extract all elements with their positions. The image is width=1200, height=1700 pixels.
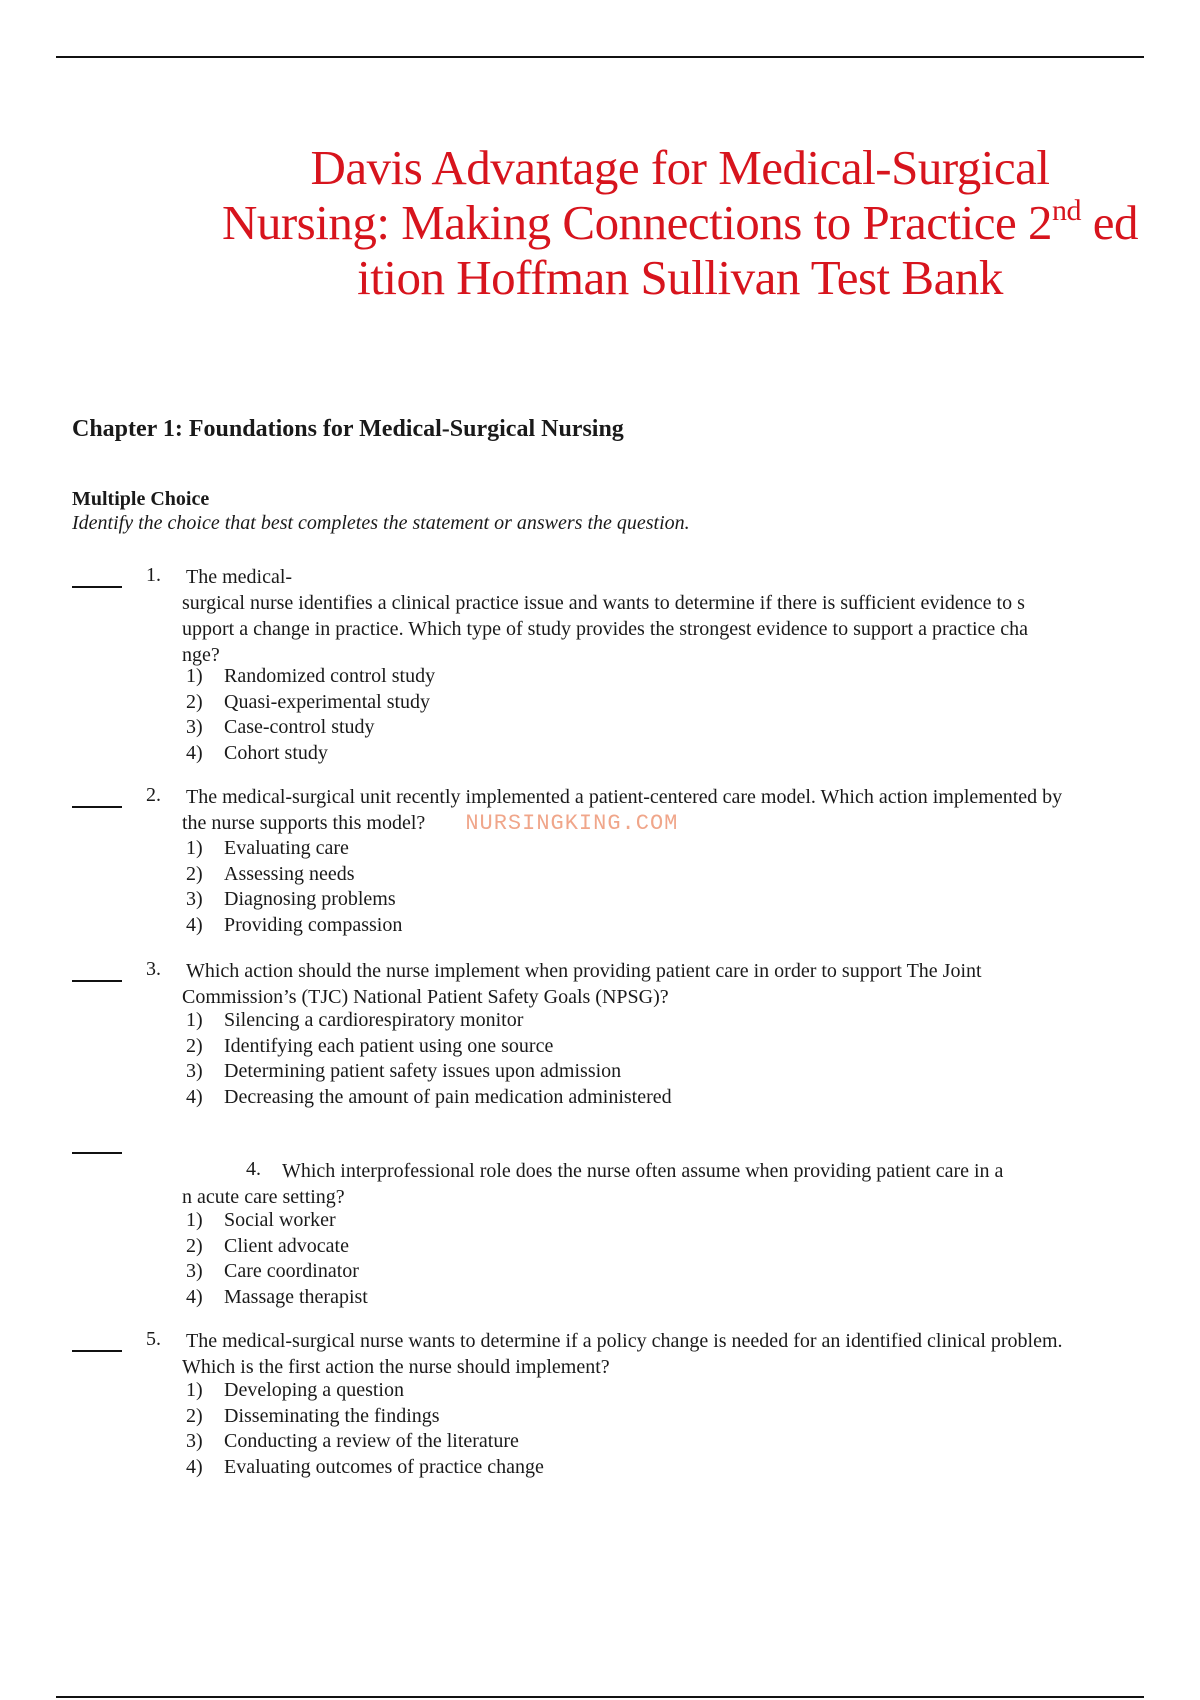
option-text: Social worker [224, 1209, 336, 1231]
option-text: Silencing a cardiorespiratory monitor [224, 1009, 524, 1031]
answer-blank[interactable] [72, 980, 122, 982]
title-superscript: nd [1052, 194, 1082, 227]
option-number: 4) [186, 1085, 203, 1108]
section-instructions: Identify the choice that best completes the statement or answers the question. [72, 512, 690, 534]
option [182, 1085, 672, 1111]
title-line-2-main: Nursing: Making Connections to Practice 2 [221, 195, 1053, 250]
stem-line: Commission’s (TJC) National Patient Safety Goals (NPSG)? [182, 986, 669, 1008]
option [182, 1404, 544, 1430]
stem-line: Which interprofessional role does the nurse often assume when providing patient care in a [282, 1160, 1004, 1182]
option [182, 1059, 672, 1085]
option-text: Randomized control study [224, 665, 436, 687]
stem-line: surgical nurse identifies a clinical practice issue and wants to determine if there is sufficient evidence to s [182, 592, 1025, 614]
options-list [182, 1208, 368, 1310]
option-number: 1) [186, 1379, 203, 1401]
document-title [140, 140, 1200, 305]
option-number: 1) [186, 665, 203, 687]
stem-line: The medical-surgical nurse wants to determine if a policy change is needed for an identified clinical problem. [186, 1330, 1063, 1352]
option [182, 1208, 368, 1234]
option-text: Care coordinator [224, 1260, 359, 1282]
option [182, 664, 435, 690]
question-stem [182, 958, 1142, 1010]
section-heading: Multiple Choice [72, 488, 210, 510]
options-list [182, 836, 402, 938]
question-stem [182, 784, 1142, 837]
title-line-2 [140, 195, 1200, 250]
option-number: 2) [186, 862, 203, 885]
option-text: Providing compassion [224, 913, 403, 936]
option [182, 836, 402, 862]
option-number: 1) [186, 1209, 203, 1231]
option-number: 1) [186, 837, 203, 859]
option-text: Evaluating outcomes of practice change [224, 1455, 544, 1478]
stem-line: The medical- [186, 566, 293, 588]
stem-line: upport a change in practice. Which type of study provides the strongest evidence to support a practice cha [182, 618, 1029, 640]
stem-line: nge? [182, 644, 220, 666]
watermark: NURSINGKING.COM [465, 811, 679, 836]
option-number: 2) [186, 1404, 203, 1427]
option-text: Evaluating care [224, 837, 349, 859]
stem-line: Which is the first action the nurse should implement? [182, 1356, 610, 1378]
stem-line [182, 810, 1142, 837]
option-text: Massage therapist [224, 1285, 368, 1308]
option-number: 2) [186, 1034, 203, 1057]
stem-line-text: the nurse supports this model? [182, 812, 426, 834]
option-number: 3) [186, 888, 203, 910]
option-text: Disseminating the findings [224, 1404, 440, 1427]
question-stem [182, 1328, 1142, 1380]
bottom-rule [56, 1696, 1144, 1698]
options-list [182, 1378, 544, 1480]
question-number: 4. [246, 1158, 261, 1180]
option-number: 4) [186, 1285, 203, 1308]
question-stem [182, 564, 1142, 668]
answer-blank[interactable] [72, 1350, 122, 1352]
option-number: 3) [186, 1260, 203, 1282]
option [182, 741, 435, 767]
option [182, 1429, 544, 1455]
answer-blank[interactable] [72, 586, 122, 588]
option-text: Case-control study [224, 716, 375, 738]
option [182, 1378, 544, 1404]
option-text: Diagnosing problems [224, 888, 396, 910]
option [182, 1285, 368, 1311]
option-number: 4) [186, 913, 203, 936]
options-list [182, 664, 435, 766]
title-line-1: Davis Advantage for Medical-Surgical [310, 140, 1050, 195]
option-number: 2) [186, 690, 203, 713]
option-text: Assessing needs [224, 862, 355, 885]
option-text: Client advocate [224, 1234, 349, 1257]
option-number: 4) [186, 741, 203, 764]
answer-blank[interactable] [72, 806, 122, 808]
option-number: 1) [186, 1009, 203, 1031]
option-number: 3) [186, 1060, 203, 1082]
option [182, 1455, 544, 1481]
option-number: 4) [186, 1455, 203, 1478]
option-text: Cohort study [224, 741, 328, 764]
title-line-2-tail: ed [1081, 195, 1139, 250]
option [182, 690, 435, 716]
option [182, 1234, 368, 1260]
option [182, 1259, 368, 1285]
chapter-heading: Chapter 1: Foundations for Medical-Surgical Nursing [72, 416, 624, 442]
stem-line: n acute care setting? [182, 1186, 345, 1208]
stem-line: The medical-surgical unit recently implemented a patient-centered care model. Which action implemented by [186, 786, 1063, 808]
option-text: Conducting a review of the literature [224, 1430, 519, 1452]
option [182, 715, 435, 741]
question-number: 5. [146, 1328, 161, 1350]
question-number: 1. [146, 564, 161, 586]
question-number: 2. [146, 784, 161, 806]
options-list [182, 1008, 672, 1110]
question-number: 3. [146, 958, 161, 980]
option-text: Identifying each patient using one source [224, 1034, 554, 1057]
top-rule [56, 56, 1144, 58]
option-text: Quasi-experimental study [224, 690, 431, 713]
option [182, 887, 402, 913]
option [182, 1008, 672, 1034]
option-text: Developing a question [224, 1379, 404, 1401]
title-line-3: ition Hoffman Sullivan Test Bank [357, 250, 1003, 305]
option-number: 3) [186, 1430, 203, 1452]
option-number: 3) [186, 716, 203, 738]
option [182, 913, 402, 939]
option [182, 862, 402, 888]
option-text: Decreasing the amount of pain medication administered [224, 1085, 672, 1108]
option-number: 2) [186, 1234, 203, 1257]
question-stem [182, 1158, 1142, 1210]
stem-line: Which action should the nurse implement when providing patient care in order to support The Joint [186, 960, 982, 982]
option [182, 1034, 672, 1060]
option-text: Determining patient safety issues upon admission [224, 1060, 622, 1082]
answer-blank[interactable] [72, 1152, 122, 1154]
